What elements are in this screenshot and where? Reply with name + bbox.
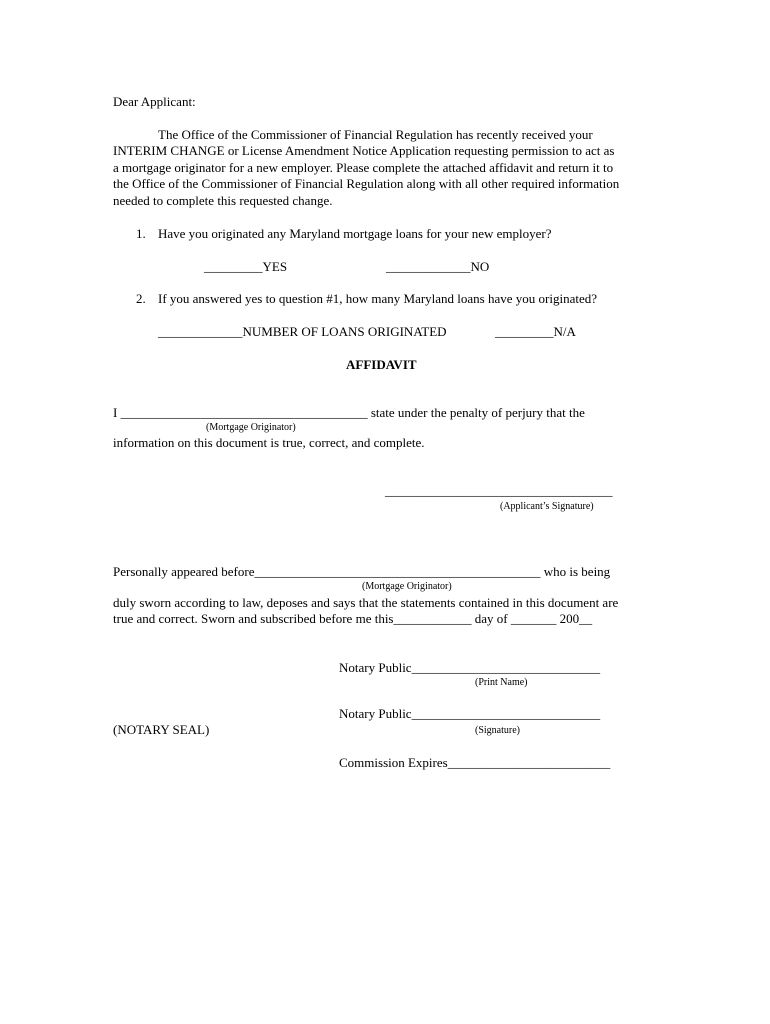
- intro-line: INTERIM CHANGE or License Amendment Notice Application requesting permission to act as: [113, 143, 615, 158]
- notary-statement-line: true and correct. Sworn and subscribed before me this____________ day of _______ 200__: [113, 611, 593, 626]
- loans-originated-field[interactable]: _____________NUMBER OF LOANS ORIGINATED: [158, 324, 447, 339]
- applicant-signature-field[interactable]: ___________________________________: [385, 483, 613, 498]
- notary-statement-line: Personally appeared before____________________________________________ who is being: [113, 564, 611, 579]
- question1-number: 1.: [136, 226, 146, 241]
- print-name-caption: (Print Name): [475, 677, 528, 688]
- signature-caption: (Signature): [475, 725, 520, 736]
- intro-line: the Office of the Commissioner of Financial Regulation along with all other required information: [113, 176, 620, 191]
- greeting: Dear Applicant:: [113, 94, 196, 109]
- notary-signature-field[interactable]: Notary Public_____________________________: [339, 706, 601, 721]
- originator-caption: (Mortgage Originator): [206, 422, 296, 433]
- intro-line: a mortgage originator for a new employer. Please complete the attached affidavit and return it to: [113, 160, 614, 175]
- affidavit-statement-line: I ______________________________________ state under the penalty of perjury that the: [113, 405, 585, 420]
- question1-yes-field[interactable]: _________YES: [204, 259, 288, 274]
- intro-first-line: The Office of the Commissioner of Financial Regulation has recently received your: [158, 127, 593, 142]
- question2-text: If you answered yes to question #1, how many Maryland loans have you originated?: [158, 291, 598, 306]
- commission-expires-field[interactable]: Commission Expires_________________________: [339, 755, 611, 770]
- notary-statement-line: duly sworn according to law, deposes and says that the statements contained in this document are: [113, 595, 619, 610]
- affidavit-statement-line: information on this document is true, correct, and complete.: [113, 435, 425, 450]
- affidavit-heading: AFFIDAVIT: [346, 357, 417, 372]
- question1-no-field[interactable]: _____________NO: [386, 259, 490, 274]
- notary-print-name-field[interactable]: Notary Public_____________________________: [339, 660, 601, 675]
- applicant-signature-caption: (Applicant’s Signature): [500, 501, 594, 512]
- intro-line: needed to complete this requested change.: [113, 193, 333, 208]
- question2-number: 2.: [136, 291, 146, 306]
- notary-seal-label: (NOTARY SEAL): [113, 722, 210, 737]
- na-field[interactable]: _________N/A: [495, 324, 576, 339]
- question1-text: Have you originated any Maryland mortgage loans for your new employer?: [158, 226, 552, 241]
- notary-originator-caption: (Mortgage Originator): [362, 581, 452, 592]
